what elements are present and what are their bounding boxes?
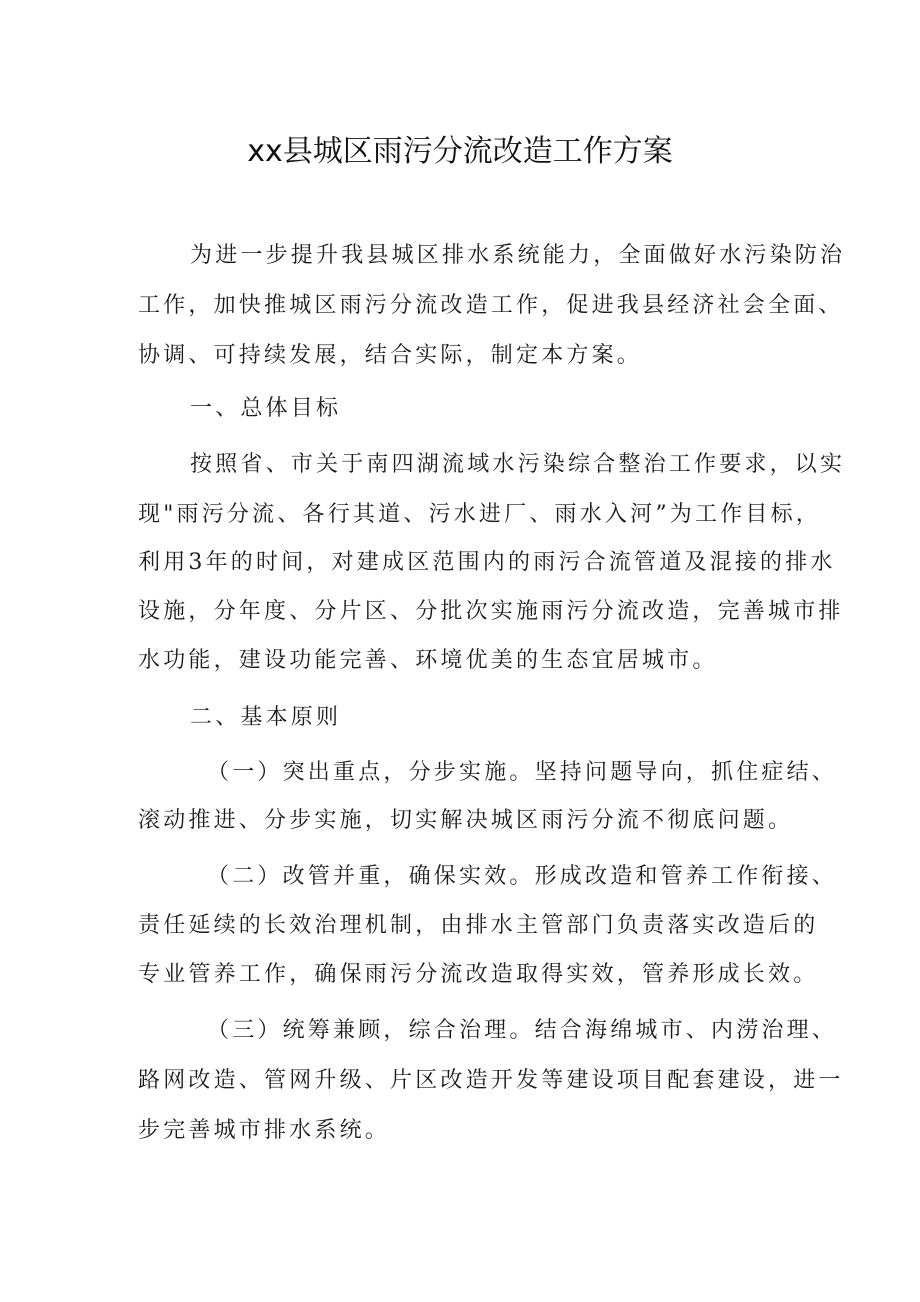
principle-3-line-2: 路网改造、管网升级、片区改造开发等建设项目配套建设，进一 — [138, 1068, 844, 1093]
principle-3-line-3: 步完善城市排水系统。 — [138, 1118, 391, 1143]
principle-1-line-2: 滚动推进、分步实施，切实解决城区雨污分流不彻底问题。 — [138, 808, 794, 833]
principle-2-line-3: 专业管养工作，确保雨污分流改造取得实效，管养形成长效。 — [138, 962, 819, 987]
section-1-line-2: 现"雨污分流、各行其道、污水进厂、雨水入河”为工作目标， — [138, 502, 821, 527]
section-1-heading: 一、总体目标 — [190, 396, 342, 421]
section-1-line-1: 按照省、市关于南四湖流域水污染综合整治工作要求，以实 — [190, 452, 846, 477]
document-title: xx县城区雨污分流改造工作方案 — [247, 134, 673, 169]
principle-2-line-2: 责任延续的长效治理机制，由排水主管部门负责落实改造后的 — [138, 913, 819, 938]
intro-line-2: 工作，加快推城区雨污分流改造工作，促进我县经济社会全面、 — [138, 293, 844, 318]
section-2-heading: 二、基本原则 — [190, 705, 342, 730]
principle-3-line-1: （三）统筹兼顾，综合治理。结合海绵城市、内涝治理、 — [207, 1018, 838, 1043]
intro-line-3: 协调、可持续发展，结合实际，制定本方案。 — [138, 343, 643, 368]
principle-2-line-1: （二）改管并重，确保实效。形成改造和管养工作衔接、 — [207, 864, 838, 889]
section-1-line-3: 利用3年的时间，对建成区范围内的雨污合流管道及混接的排水 — [138, 550, 836, 575]
section-1-line-5: 水功能，建设功能完善、环境优美的生态宜居城市。 — [138, 648, 718, 673]
principle-1-line-1: （一）突出重点，分步实施。坚持问题导向，抓住症结、 — [207, 760, 838, 785]
section-1-line-4: 设施，分年度、分片区、分批次实施雨污分流改造，完善城市排 — [138, 599, 844, 624]
intro-line-1: 为进一步提升我县城区排水系统能力，全面做好水污染防治 — [190, 243, 846, 268]
